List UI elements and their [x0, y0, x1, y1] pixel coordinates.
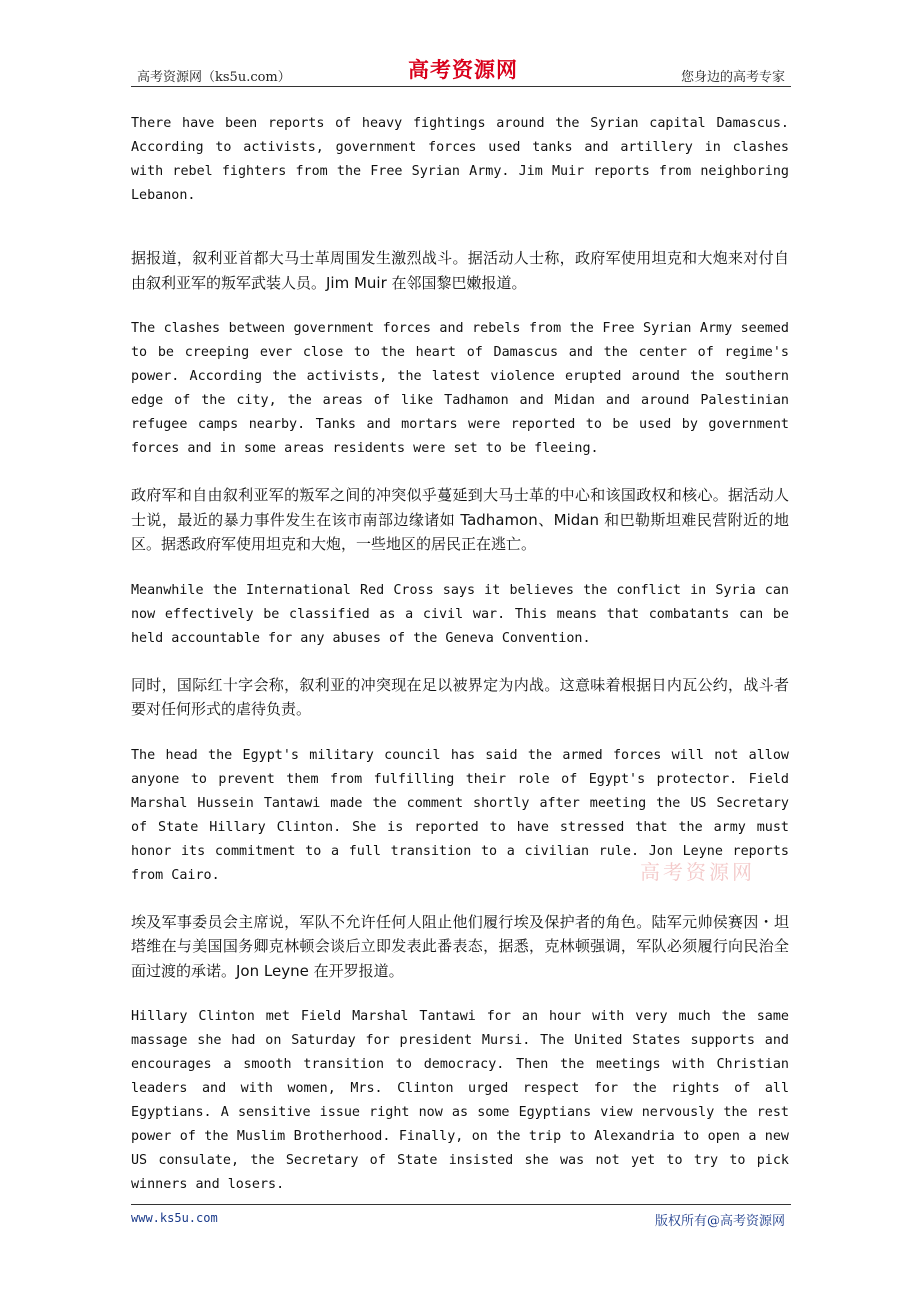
- footer-url-link[interactable]: www.ks5u.com: [131, 1211, 218, 1225]
- paragraph-zh-4: 埃及军事委员会主席说，军队不允许任何人阻止他们履行埃及保护者的角色。陆军元帅侯赛因・坦塔维在与美国国务卿克林顿会谈后立即发表此番表态，据悉，克林顿强调，军队必须履行向民治全面过渡的承诺。Jon Leyne 在开罗报道。: [131, 912, 789, 980]
- header-slogan: 您身边的高考专家: [680, 70, 785, 85]
- article-body: [131, 112, 789, 1219]
- paragraph-en-4: The head the Egypt's military council has said the armed forces will not allow anyone to prevent them from fulfilling their role of Egypt's protector. Field Marshal Hussein Tantawi made the comment shortly after meeting the US Secretary of State Hillary Clinton. She is reported to have stressed that the army must honor its commitment to a full transition to a civilian rule. Jon Leyne reports from Cairo.: [131, 747, 789, 883]
- paragraph-en-3: Meanwhile the International Red Cross says it believes the conflict in Syria can now effectively be classified as a civil war. This means that combatants can be held accountable for any abuses of the Geneva Convention.: [131, 582, 789, 646]
- footer-copyright: 版权所有@高考资源网: [654, 1214, 785, 1229]
- paragraph-zh-3: 同时，国际红十字会称，叙利亚的冲突现在足以被界定为内战。这意味着根据日内瓦公约，战斗者要对任何形式的虐待负责。: [131, 675, 789, 718]
- paragraph-zh-2: 政府军和自由叙利亚军的叛军之间的冲突似乎蔓延到大马士革的中心和该国政权和核心。据活动人士说，最近的暴力事件发生在该市南部边缘诸如 Tadhamon、Midan 和巴勒斯坦难民营附近的地区。据悉政府军使用坦克和大炮，一些地区的居民正在逃亡。: [131, 486, 789, 553]
- header-site-name: 高考资源网（ks5u.com）: [137, 70, 291, 85]
- page-footer: [131, 1204, 791, 1229]
- paragraph-en-5: Hillary Clinton met Field Marshal Tantawi for an hour with very much the same massage she had on Saturday for president Mursi. The United States supports and encourages a smooth transition to democracy. Then the meetings with Christian leaders and with women, Mrs. Clinton urged respect for the rights of all Egyptians. A sensitive issue right now as some Egyptians view nervously the rest power of the Muslim Brotherhood. Finally, on the trip to Alexandria to open a new US consulate, the Secretary of State insisted she was not yet to try to pick winners and losers.: [131, 1009, 789, 1192]
- page-header: [131, 52, 791, 87]
- paragraph-en-2: The clashes between government forces and rebels from the Free Syrian Army seemed to be creeping ever close to the heart of Damascus and the center of regime's power. According the activists, the latest violence erupted around the southern edge of the city, the areas of like Tadhamon and Midan and around Palestinian refugee camps nearby. Tanks and mortars were reported to be used by government forces and in some areas residents were set to be fleeing.: [131, 321, 789, 456]
- paragraph-zh-1: 据报道，叙利亚首都大马士革周围发生激烈战斗。据活动人士称，政府军使用坦克和大炮来对付自由叙利亚军的叛军武装人员。Jim Muir 在邻国黎巴嫩报道。: [131, 249, 789, 292]
- watermark: 高考资源网: [640, 860, 755, 884]
- paragraph-en-1: There have been reports of heavy fightings around the Syrian capital Damascus. According to activists, government forces used tanks and artillery in clashes with rebel fighters from the Free Syrian Army. Jim Muir reports from neighboring Lebanon.: [131, 116, 789, 203]
- header-logo: 高考资源网: [408, 57, 518, 82]
